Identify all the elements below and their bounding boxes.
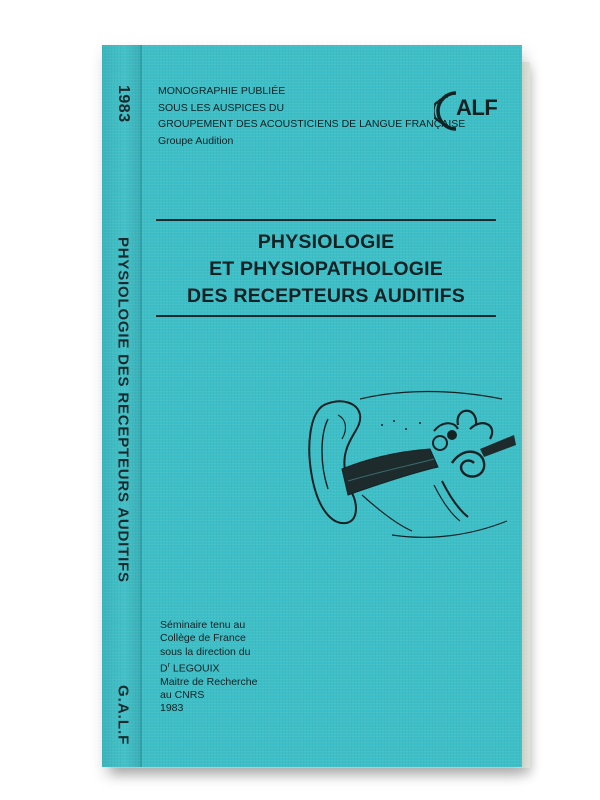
seminar-line-6: au CNRS [160,688,205,701]
header-line-2: SOUS LES AUSPICES DU [158,101,285,114]
seminar-line-1: Séminaire tenu au [160,619,246,631]
spine-text [114,85,132,745]
title-rule-bottom [156,315,496,317]
ear-anatomy-illustration [302,385,522,545]
book-title [156,229,496,310]
seminar-line-5: Maitre de Recherche [160,675,258,688]
seminar-director-name: LEGOUIX [169,662,220,675]
seminar-line-7: 1983 [160,702,184,715]
spine-year: 1983 [115,85,132,123]
book-cover [102,45,522,767]
header-line-1: MONOGRAPHIE PUBLIÉE [158,85,286,97]
header-line-3: GROUPEMENT DES ACOUSTICIENS DE LANGUE FRANÇAISE [158,118,466,130]
seminar-dr-sup: r [167,661,170,669]
seminar-dr-prefix: D [160,662,168,675]
book-spine [102,45,142,767]
publisher-header [158,83,465,149]
title-line-3: DES RECEPTEURS AUDITIFS [187,285,465,307]
seminar-line-2: Collège de France [160,632,246,645]
seminar-line-3: sous la direction du [160,645,251,658]
spine-title: PHYSIOLOGIE DES RECEPTEURS AUDITIFS [114,236,132,583]
title-line-2: ET PHYSIOPATHOLOGIE [209,258,443,280]
logo-text: ALF [456,95,498,120]
seminar-info [160,619,257,716]
seminar-line-4 [160,659,257,676]
header-line-4: Groupe Audition [158,134,234,147]
title-rule-top [156,219,496,221]
galf-logo [434,87,510,135]
title-line-1: PHYSIOLOGIE [257,231,395,253]
spine-publisher: G.A.L.F [114,684,132,745]
